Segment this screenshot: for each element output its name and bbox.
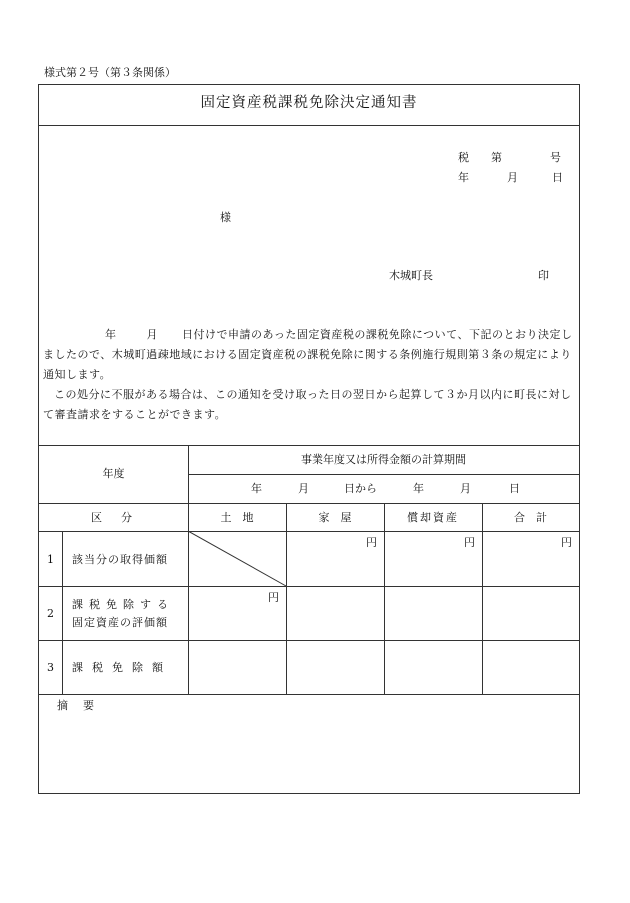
issue-label: 号: [550, 151, 561, 164]
house-column-line: [384, 503, 385, 694]
row-3-bottom-line: [39, 694, 579, 695]
row-3-label: 課税免除額: [72, 661, 172, 674]
column-depreciable-assets: 償却資産: [407, 511, 459, 524]
row-1-total-yen: 円: [561, 536, 572, 549]
row-2-bottom-line: [39, 640, 579, 641]
fiscal-year-label: 年度: [102, 467, 125, 480]
notice-body: [43, 325, 577, 425]
date-month-label: 月: [507, 171, 518, 184]
column-header-bottom-line: [39, 531, 579, 532]
date-year-label: 年: [458, 171, 469, 184]
period-month-1: 月: [298, 482, 309, 495]
document-title: 固定資産税課税免除決定通知書: [200, 95, 418, 111]
row-2-land-yen: 円: [268, 591, 279, 604]
row-2-label-line-1: 課税免除する: [72, 598, 174, 611]
row-2-number: 2: [47, 607, 54, 620]
column-total: 合 計: [514, 511, 547, 524]
column-land: 土 地: [220, 511, 254, 524]
row-1-house-yen: 円: [366, 536, 377, 549]
row-1-bottom-line: [39, 586, 579, 587]
notice-form: [38, 84, 580, 794]
issuer-name: 木城町長: [389, 269, 433, 282]
number-column-line: [62, 531, 63, 694]
form-number-label: 様式第２号（第３条関係）: [44, 66, 176, 79]
date-day-label: 日: [552, 171, 563, 184]
period-header: 事業年度又は所得金額の計算期間: [301, 453, 466, 466]
recipient-honorific: 様: [220, 211, 231, 224]
remarks-label: 摘 要: [57, 699, 96, 712]
column-house: 家 屋: [318, 511, 352, 524]
table-top-line: [39, 445, 579, 446]
period-day-2: 日: [509, 482, 520, 495]
notice-paragraph-1: [43, 325, 577, 385]
seal-mark: 印: [538, 269, 549, 282]
row-1-number: 1: [47, 553, 54, 566]
depreciable-column-line: [482, 503, 483, 694]
period-month-2: 月: [460, 482, 471, 495]
period-year-1: 年: [251, 482, 262, 495]
row-1-depreciable-yen: 円: [464, 536, 475, 549]
diagonal-slash: [188, 531, 287, 587]
row-3-number: 3: [47, 661, 54, 674]
number-label: 第: [491, 151, 502, 164]
period-from: 日から: [344, 482, 377, 495]
header-bottom-line: [39, 503, 579, 504]
row-1-label: 該当分の取得価額: [72, 553, 168, 566]
body-month-label: 月: [146, 328, 158, 341]
period-year-2: 年: [413, 482, 424, 495]
column-category: 区 分: [91, 511, 136, 524]
tax-label: 税: [458, 151, 469, 164]
body-year-label: 年: [105, 328, 117, 341]
notice-paragraph-2: この処分に不服がある場合は、この通知を受け取った日の翌日から起算して３か月以内に町長に対して審査請求をすることができます。: [43, 388, 572, 421]
title-row: [39, 85, 579, 126]
period-divider-line: [188, 474, 579, 475]
body-paragraph-1-text: 日付けで申請のあった固定資産税の課税免除について、下記のとおり決定しましたので、木城町過疎地域における固定資産税の課税免除に関する条例施行規則第３条の規定により通知します。: [43, 328, 573, 381]
row-2-label-line-2: 固定資産の評価額: [72, 616, 168, 629]
